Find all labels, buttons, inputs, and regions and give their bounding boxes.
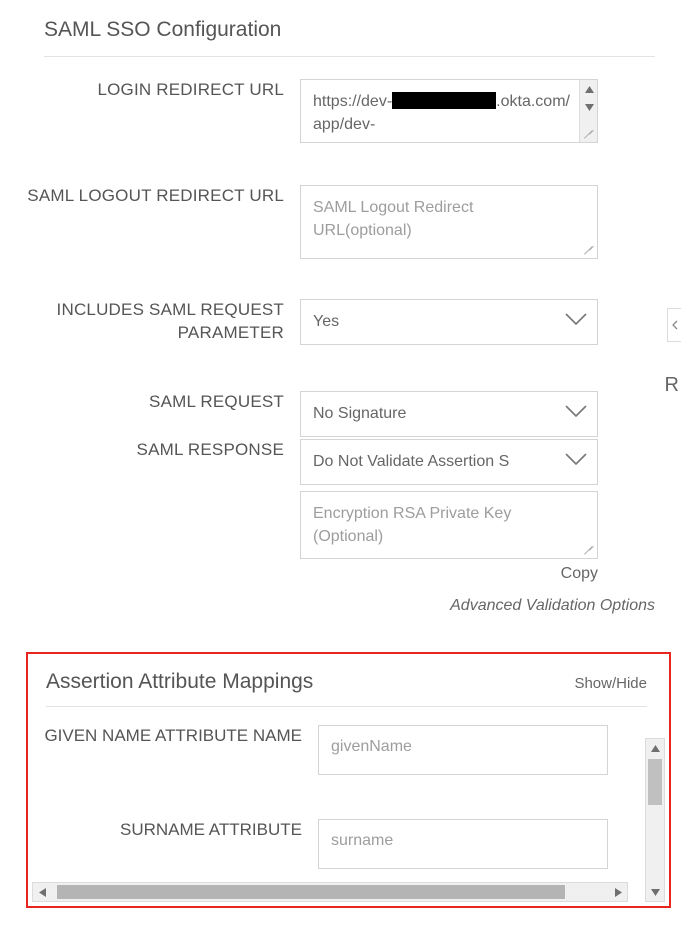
form-row-login-redirect-url — [0, 79, 681, 143]
field-saml-response — [300, 439, 681, 485]
assertion-attribute-mappings-section — [26, 652, 671, 908]
chevron-down-icon[interactable] — [565, 453, 587, 471]
scroll-track[interactable] — [51, 883, 609, 901]
scroll-down-arrow-icon[interactable] — [646, 883, 664, 901]
page-title: SAML SSO Configuration — [44, 0, 655, 57]
assertion-section-header — [46, 654, 647, 707]
field-login-redirect-url — [300, 79, 681, 143]
assertion-section-title: Assertion Attribute Mappings — [46, 670, 314, 693]
chevron-down-icon[interactable] — [565, 313, 587, 331]
label-surname-attribute: SURNAME ATTRIBUTE — [120, 820, 302, 839]
scroll-thumb[interactable] — [648, 759, 662, 805]
includes-saml-request-parameter-select[interactable] — [300, 299, 598, 345]
select-value: No Signature — [313, 405, 407, 422]
login-redirect-url-value — [301, 80, 597, 143]
scroll-right-arrow-icon[interactable] — [609, 883, 627, 901]
field-surname-attribute — [318, 819, 608, 869]
field-given-name-attribute — [318, 725, 608, 775]
select-value: Do Not Validate Assertion S — [313, 453, 510, 470]
label-saml-response: SAML RESPONSE — [136, 440, 284, 459]
redaction-block — [392, 92, 496, 109]
assertion-panel-inner — [28, 654, 669, 906]
label-given-name-attribute: GIVEN NAME ATTRIBUTE NAME — [44, 726, 302, 745]
form-row-saml-response — [0, 439, 681, 485]
saml-response-select[interactable] — [300, 439, 598, 485]
given-name-attribute-wrapper[interactable] — [318, 725, 608, 775]
field-includes-saml-request-parameter — [300, 299, 681, 345]
form-row-given-name-attribute — [28, 725, 669, 775]
right-panel-label: R — [664, 374, 679, 396]
chevron-left-icon — [672, 320, 678, 330]
select-value: Yes — [313, 313, 340, 330]
label-login-redirect-url: LOGIN REDIRECT URL — [97, 80, 284, 99]
field-saml-logout-redirect-url — [300, 185, 681, 259]
field-encryption-key — [300, 491, 681, 583]
assertion-panel-horizontal-scrollbar[interactable] — [32, 882, 628, 902]
encryption-key-input[interactable] — [301, 492, 597, 558]
chevron-down-icon[interactable] — [565, 405, 587, 423]
advanced-validation-options-link[interactable]: Advanced Validation Options — [450, 597, 655, 614]
form-row-saml-request — [0, 391, 681, 437]
scroll-up-arrow-icon[interactable] — [580, 80, 598, 98]
encryption-key-wrapper[interactable] — [300, 491, 598, 559]
field-saml-request — [300, 391, 681, 437]
label-includes-saml-request-parameter: INCLUDES SAML REQUEST PARAMETER — [56, 300, 284, 342]
login-redirect-url-textarea-wrapper[interactable] — [300, 79, 598, 143]
show-hide-link[interactable]: Show/Hide — [574, 675, 647, 692]
copy-link[interactable]: Copy — [560, 565, 598, 582]
assertion-panel-vertical-scrollbar[interactable] — [645, 738, 665, 902]
label-saml-request: SAML REQUEST — [149, 392, 284, 411]
surname-attribute-input[interactable] — [319, 820, 607, 868]
scroll-left-arrow-icon[interactable] — [33, 883, 51, 901]
saml-request-select[interactable] — [300, 391, 598, 437]
surname-attribute-wrapper[interactable] — [318, 819, 608, 869]
url-suffix: .okta.com/app/dev- — [313, 93, 570, 134]
given-name-attribute-input[interactable] — [319, 726, 607, 774]
form-row-saml-logout-redirect-url — [0, 185, 681, 259]
scroll-up-arrow-icon[interactable] — [646, 739, 664, 757]
form-row-surname-attribute — [28, 819, 669, 869]
scroll-down-arrow-icon[interactable] — [580, 98, 598, 116]
saml-logout-redirect-url-input[interactable] — [301, 186, 597, 258]
login-redirect-url-scrollbar[interactable] — [579, 80, 597, 142]
scroll-thumb[interactable] — [57, 885, 565, 899]
form-row-encryption-key — [0, 491, 681, 583]
url-prefix: https://dev- — [313, 93, 393, 110]
right-panel-expand-tab[interactable] — [667, 308, 681, 342]
label-saml-logout-redirect-url: SAML LOGOUT REDIRECT URL — [27, 186, 284, 205]
form-row-includes-saml-request-parameter — [0, 299, 681, 345]
saml-logout-redirect-url-wrapper[interactable] — [300, 185, 598, 259]
